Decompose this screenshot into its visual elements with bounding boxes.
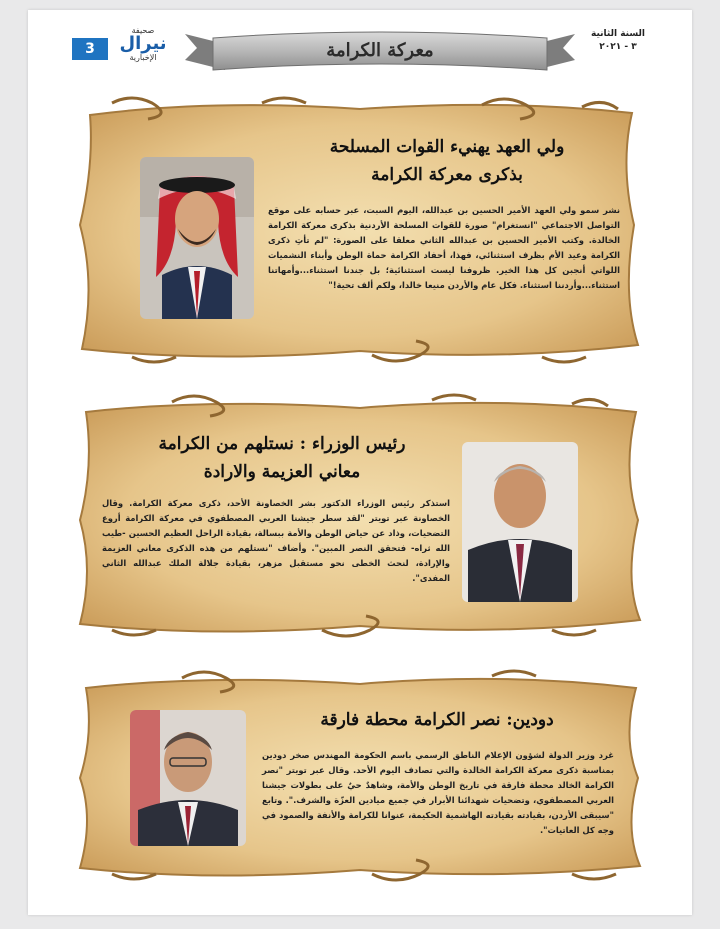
headline-line-1: رئيس الوزراء : نستلهم من الكرامة	[158, 434, 406, 454]
prime-minister-photo	[462, 442, 578, 602]
logo-name: نيرال	[119, 33, 167, 54]
headline-line-1: ولي العهد يهنيء القوات المسلحة	[329, 137, 565, 157]
logo-top-text: صحيفة	[131, 26, 155, 35]
headline-line-2: بذكرى معركة الكرامة	[371, 165, 523, 185]
issue-info	[588, 28, 648, 54]
issue-number: ٣ - ٢٠٢١	[599, 42, 637, 52]
article-prime-minister	[72, 390, 648, 640]
logo-bottom-text: الإخبارية	[129, 53, 157, 62]
article-body: غرد وزير الدولة لشؤون الإعلام الناطق الرسمي باسم الحكومة المهندس صخر دودين بمناسبة ذكرى معركة الكرامة الخالدة والتي تصادف اليوم الأحد. وقال عبر تويتر "نصر الكرامة الخالد محطة فارقة في تاريخ الوطن والأمة، وشاهدٌ حيٌ على بطولات جيشنا العربي المصطفوي، وتضحيات شهدائنا الأبرار في جميع ميادين العزّة والشرف.". وتابع "سيبقى الأردن، بقيادته بقيادته الهاشمية الحكيمة، عنوانا للكرامة والأنفة والصمود في وجه كل العاتيات".	[262, 750, 614, 835]
newspaper-logo	[118, 26, 168, 68]
crown-prince-photo	[140, 157, 254, 319]
headline	[282, 133, 612, 189]
portrait-image	[130, 710, 246, 846]
portrait-image	[140, 157, 254, 319]
issue-year: السنة الثانية	[591, 29, 645, 39]
page-number: 3	[72, 38, 108, 60]
article-minister-doudin	[72, 668, 648, 884]
section-title: معركة الكرامة	[326, 40, 434, 61]
article-crown-prince	[72, 95, 648, 367]
headline-line-2: معاني العزيمة والارادة	[203, 462, 361, 482]
headline	[122, 430, 442, 486]
article-body: استذكر رئيس الوزراء الدكتور بشر الخصاونة الأحد، ذكرى معركة الكرامة. وقال الخصاونة عبر تويتر "لقد سطر جيشنا العربي المصطفوي في معركة الكرامة أروع التضحيات، وذاد عن حياض الوطن والأمة ببسالة، بقيادة الراحل العظيم الحسين -طيب الله ثراه- فتحقق النصر المبين". وأضاف "نستلهم من هذه الذكرى معاني العزيمة والإرادة، لنحث الخطى نحو مستقبل مزهر، بقيادة جلالة الملك عبدالله الثاني المفدى".	[102, 498, 450, 583]
article-body: نشر سمو ولي العهد الأمير الحسين بن عبدالله، اليوم السبت، عبر حسابه على موقع التواصل الاجتماعي "انستغرام" صورة للقوات المسلحة الأردنية بذكرى معركة الكرامة الخالدة. وكتب الأمير الحسين بن عبدالله الثاني معلقا على الصورة: "لم تأتِ ذكرى الكرامة وعيد الأم بظرف استثنائي، فهذا، أحفاد الكرامة حماة الوطن وأبناء النشميات اللواتي أنجبن كل هذا الخير. ظروفنا ليست استثنائية؛ بل جندنا استثناء...وأمهاتنا استثناء...وأردننا استثناء. فكل عام والأردن منيعا خالدا، ولكم ألف تحية!"	[268, 205, 620, 290]
minister-photo	[130, 710, 246, 846]
headline-line-1: دودين: نصر الكرامة محطة فارقة	[320, 710, 554, 730]
portrait-image	[462, 442, 578, 602]
section-banner	[185, 30, 575, 76]
headline	[272, 706, 602, 734]
